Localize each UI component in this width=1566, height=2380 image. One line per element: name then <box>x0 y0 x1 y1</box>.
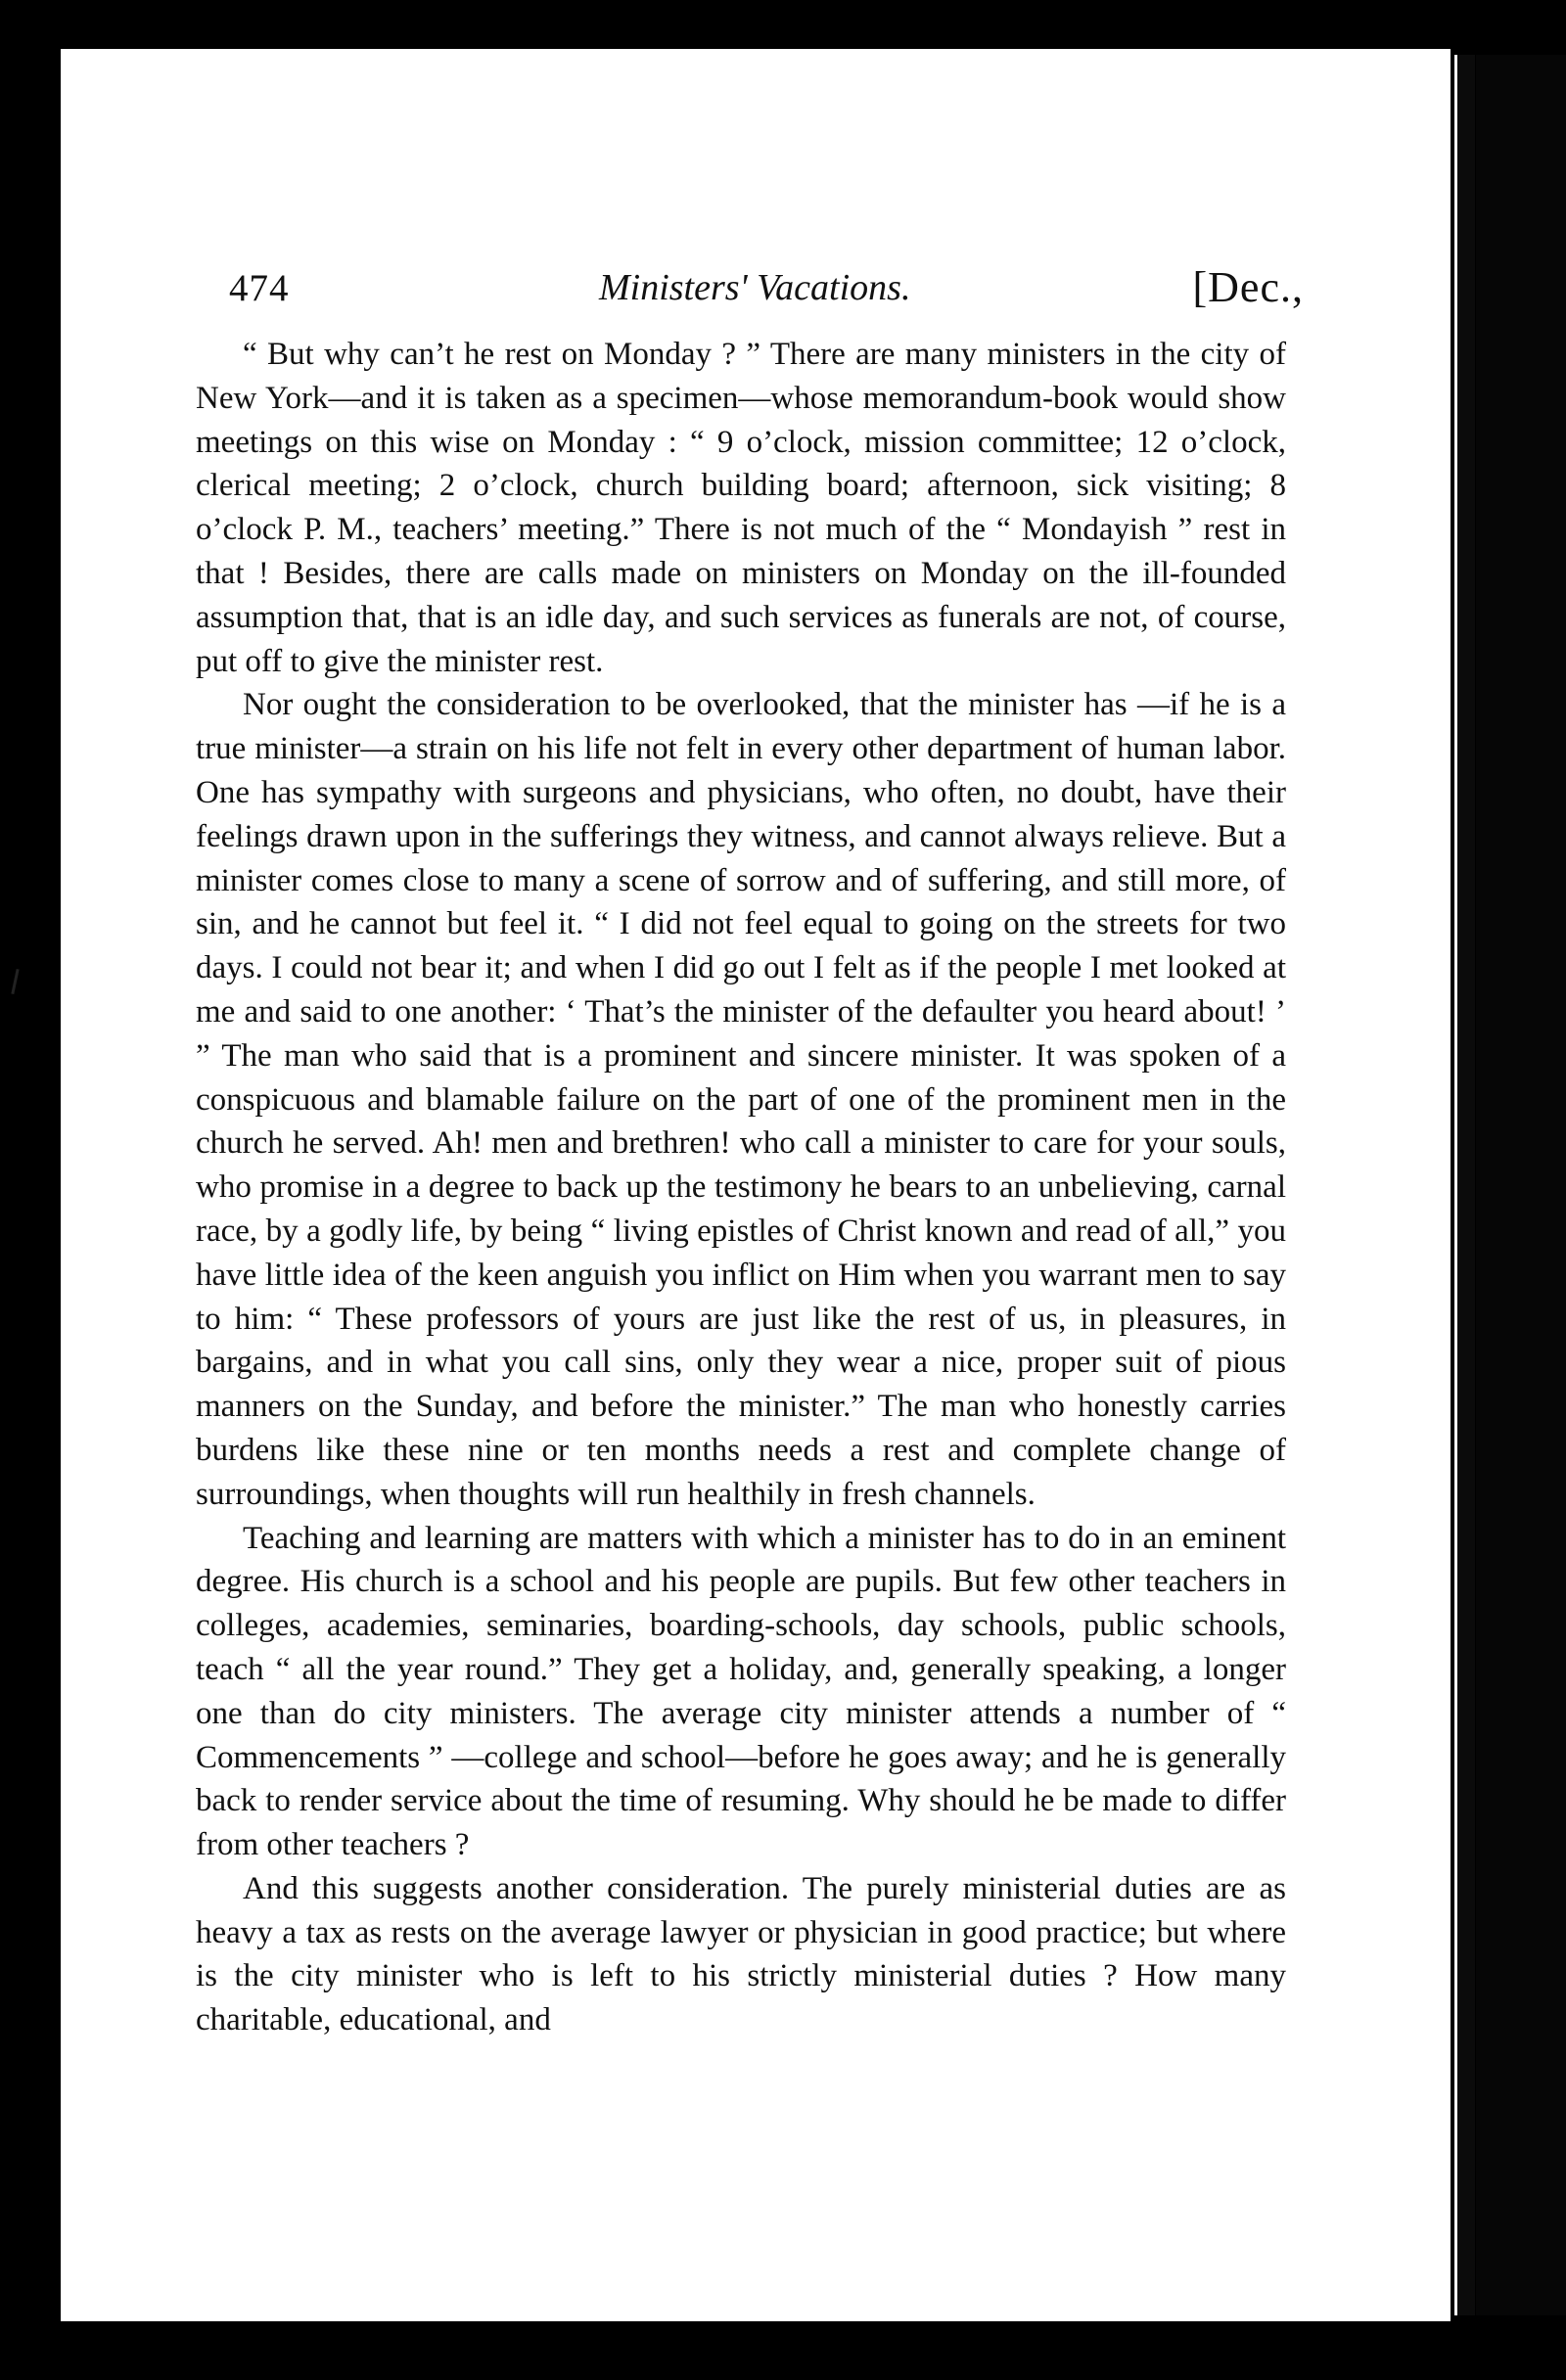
running-title: Ministers' Vacations. <box>599 267 911 308</box>
paragraph-3: Teaching and learning are matters with which a minister has to do in an eminent degree. His church is a school and his people are pupils. But few other teachers in colleges, academies, seminaries, boarding-schools, day schools, public schools, teach “ all the year round.” They get a holiday, and, generally speaking, a longer one than do city ministers. The average city minister attends a number of “ Commencements ” —college and school—before he goes away; and he is generally back to render service about the time of resuming. Why should he be made to differ from other teachers ? <box>196 1520 1286 1863</box>
paragraph-1: “ But why can’t he rest on Monday ? ” There are many ministers in the city of New York—and it is taken as a specimen—whose memorandum-book would show meetings on this wise on Monday : “ 9 o’clock, mission committee; 12 o’clock, clerical meeting; 2 o’clock, church building board; afternoon, sick visiting; 8 o’clock P. M., teachers’ meeting.” There is not much of the “ Mondayish ” rest in that ! Besides, there are calls made on ministers on Monday on the ill-founded assumption that, that is an idle day, and such services as funerals are not, of course, put off to give the minister rest. <box>196 337 1286 679</box>
section-mark: [Dec., <box>1192 263 1304 311</box>
running-head <box>229 262 1304 321</box>
page-number: 474 <box>229 267 290 309</box>
paragraph-2: Nor ought the consideration to be overlooked, that the minister has —if he is a true minister—a strain on his life not felt in every other department of human labor. One has sympathy with surgeons and physicians, who often, no doubt, have their feelings drawn upon in the sufferings they witness, and cannot always relieve. But a minister comes close to many a scene of sorrow and of suffering, and still more, of sin, and he cannot but feel it. “ I did not feel equal to going on the streets for two days. I could not bear it; and when I did go out I felt as if the people I met looked at me and said to one another: ‘ That’s the minister of the defaulter you heard about! ’ ” The man who said that is a prominent and sincere minister. It was spoken of a conspicuous and blamable failure on the part of one of the prominent men in the church he served. Ah! men and brethren! who call a minister to care for your souls, who promise in a degree to back up the testimony he bears to an unbelieving, carnal race, by a godly life, by being “ living epistles of Christ known and read of all,” you have little idea of the keen anguish you inflict on Him when you warrant men to say to him: “ These professors of yours are just like the rest of us, in pleasures, in bargains, and in what you call sins, only they wear a nice, proper suit of pious manners on the Sunday, and before the minister.” The man who honestly carries burdens like these nine or ten months needs a rest and complete change of surroundings, when thoughts will run healthily in fresh channels. <box>196 687 1286 1512</box>
paragraph-4: And this suggests another consideration. The purely ministerial duties are as heavy a tax as rests on the average lawyer or physician in good practice; but where is the city minister who is left to his strictly ministerial duties ? How many charitable, educational, and <box>196 1870 1286 2038</box>
facing-page-edge <box>1454 55 1475 2315</box>
facing-page-shadow <box>1476 55 1566 2315</box>
article-text <box>196 333 1286 2042</box>
margin-mark <box>11 969 19 994</box>
